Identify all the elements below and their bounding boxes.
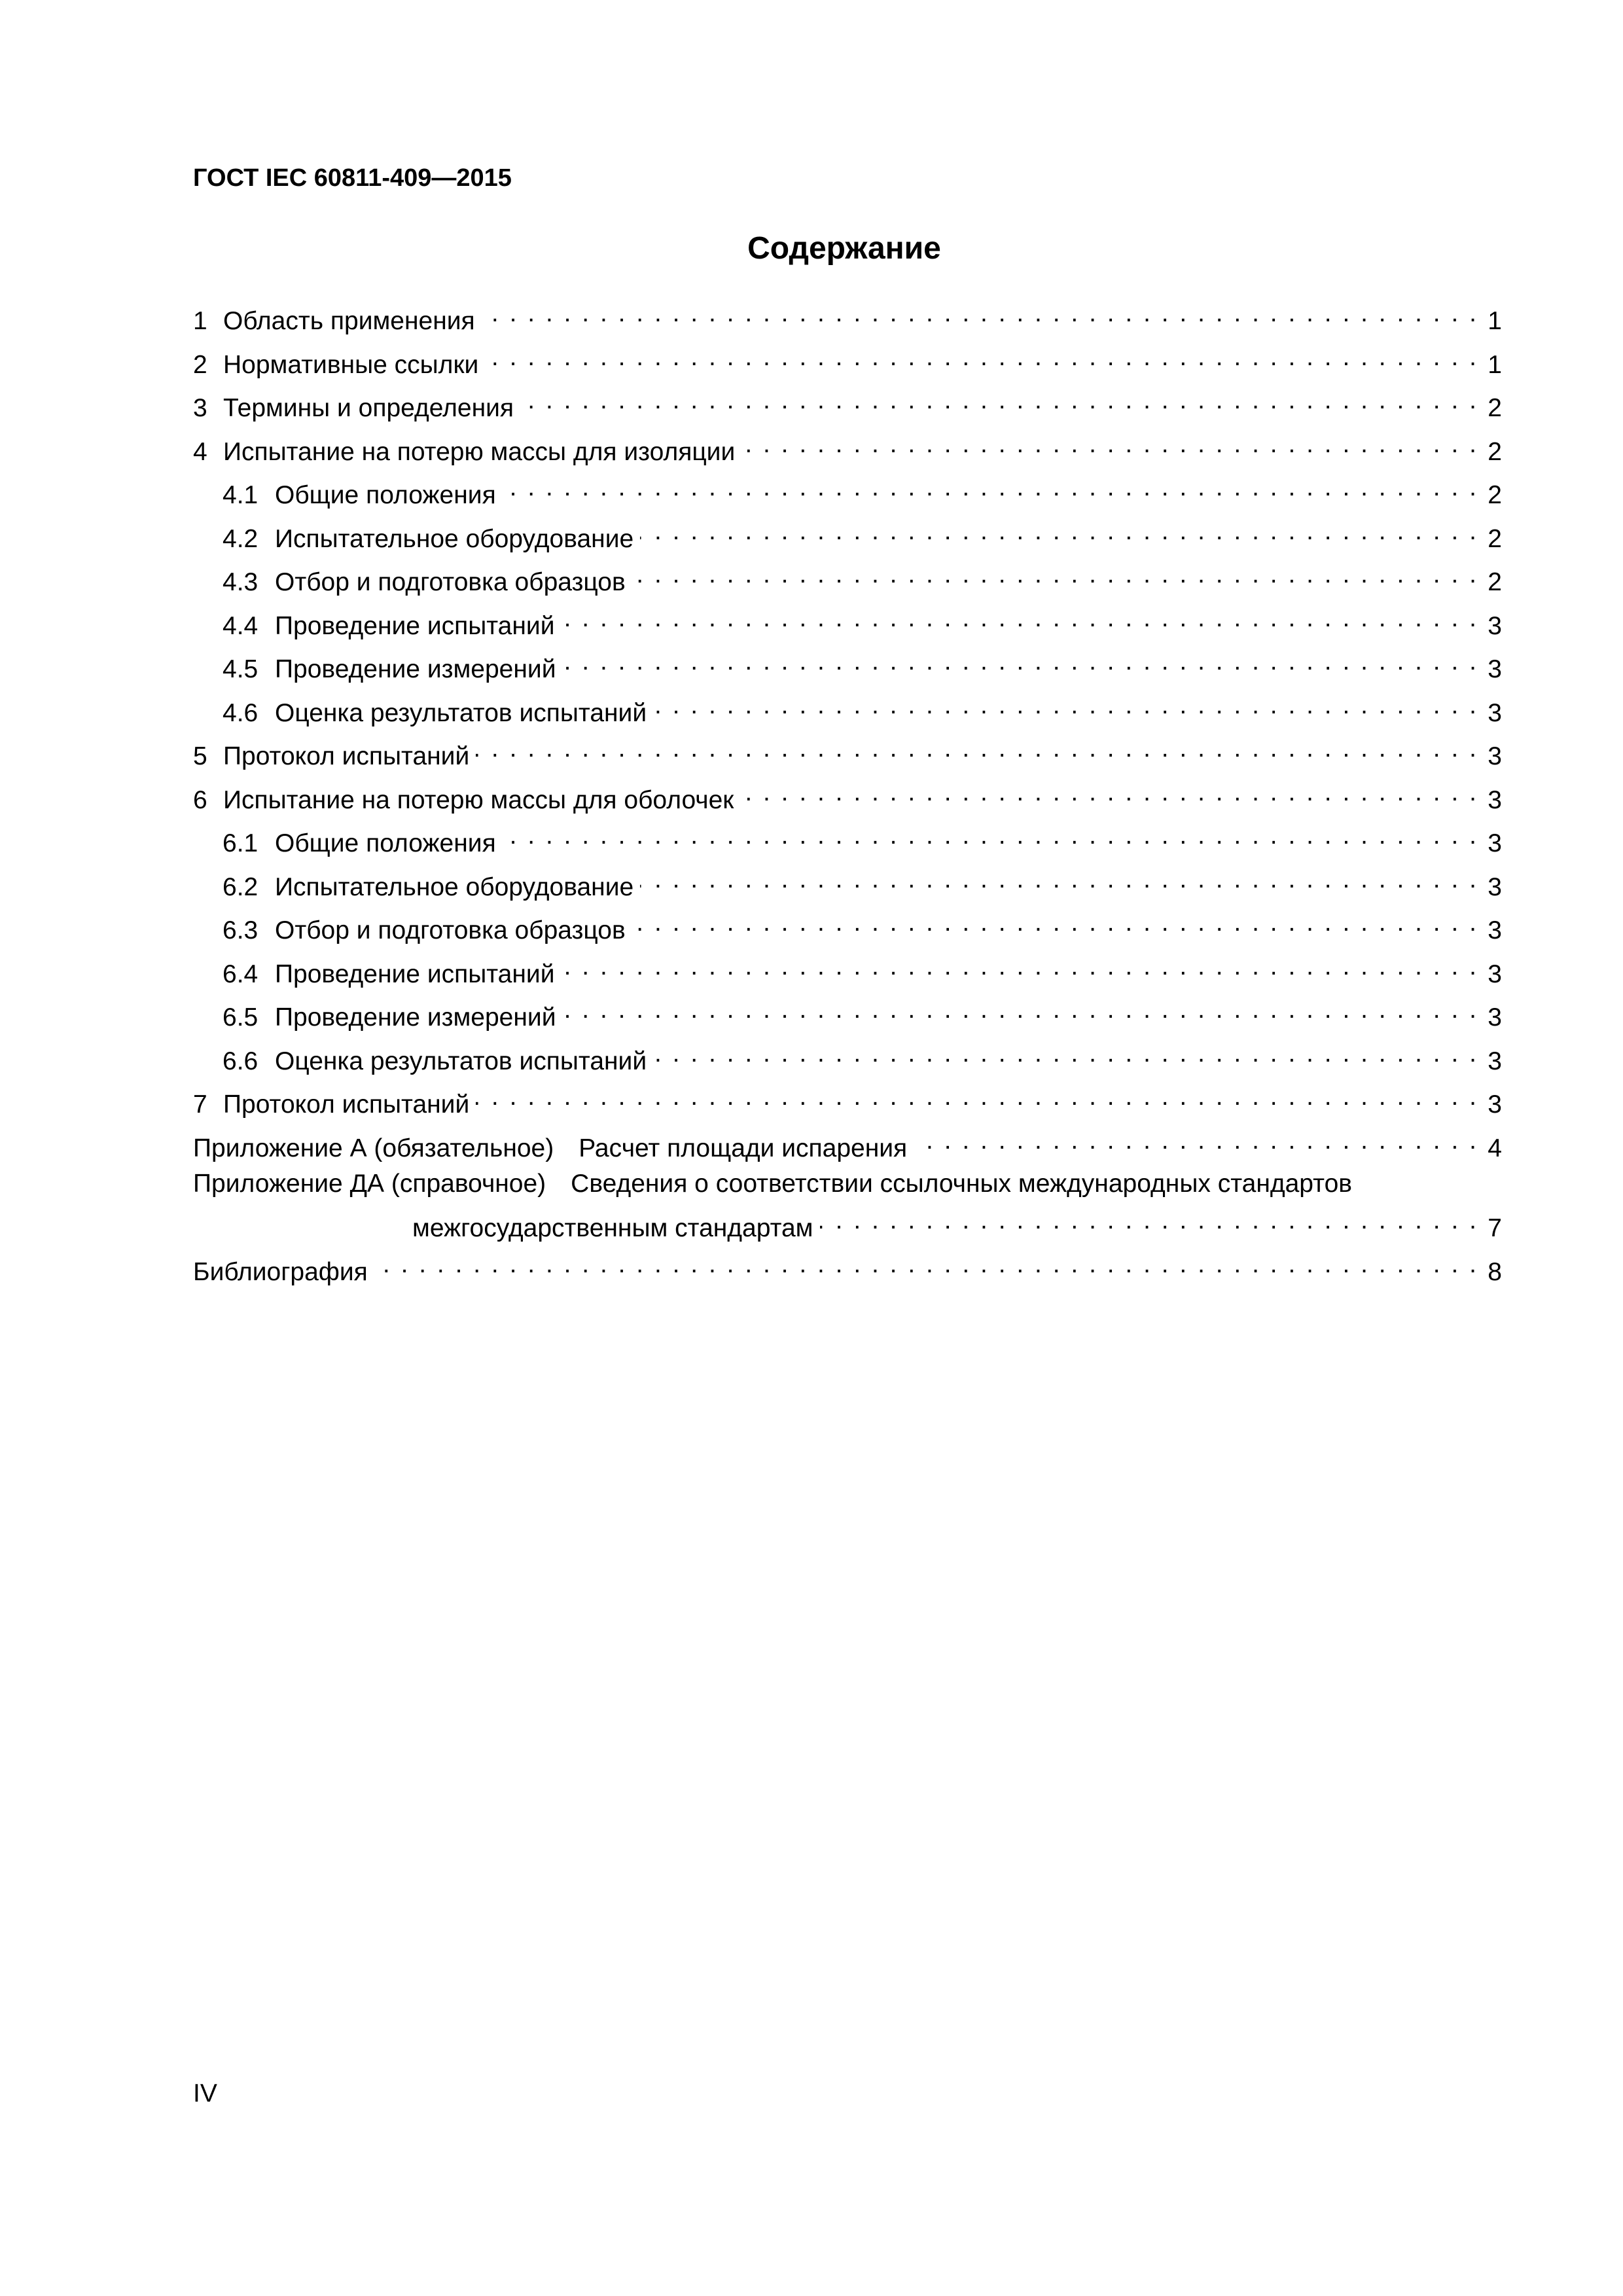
dot-leader xyxy=(632,559,1478,590)
toc-entry-number: 6 xyxy=(193,785,207,814)
annex-da-title-line2: межгосударственным стандартам xyxy=(412,1214,813,1242)
toc-entry-page: 3 xyxy=(1488,1047,1502,1075)
table-of-contents xyxy=(193,298,1502,1292)
toc-entry-number: 6.1 xyxy=(223,829,259,857)
dot-leader xyxy=(476,733,1478,764)
toc-entry-7[interactable] xyxy=(193,1081,1502,1125)
toc-entry-6-6[interactable] xyxy=(193,1038,1502,1082)
toc-title: Содержание xyxy=(747,231,941,266)
annex-da-prefix: Приложение ДА (справочное) xyxy=(193,1170,546,1198)
toc-entry-page: 2 xyxy=(1488,437,1502,466)
toc-entry-page: 3 xyxy=(1488,960,1502,988)
bibliography-label: Библиография xyxy=(193,1257,368,1286)
toc-entry-4-3[interactable] xyxy=(193,559,1502,603)
toc-entry-label: Протокол испытаний xyxy=(223,742,470,770)
toc-entry-page: 3 xyxy=(1488,742,1502,770)
toc-entry-number: 4.4 xyxy=(223,611,259,640)
toc-entry-2[interactable] xyxy=(193,342,1502,386)
toc-entry-number: 6.5 xyxy=(223,1003,259,1031)
dot-leader xyxy=(503,472,1478,503)
toc-entry-number: 3 xyxy=(193,394,207,422)
toc-entry-number: 4 xyxy=(193,437,207,466)
toc-entry-bibliography[interactable] xyxy=(193,1249,1502,1293)
annex-da-title-line1: Сведения о соответствии ссылочных международных стандартов xyxy=(571,1170,1352,1198)
toc-entry-label: Проведение испытаний xyxy=(275,960,555,988)
dot-leader xyxy=(482,298,1478,329)
dot-leader xyxy=(476,1081,1478,1113)
toc-entry-label: Нормативные ссылки xyxy=(223,350,479,379)
toc-entry-page: 3 xyxy=(1488,829,1502,857)
toc-entry-number: 5 xyxy=(193,742,207,770)
toc-entry-number: 6.2 xyxy=(223,872,259,901)
toc-entry-page: 3 xyxy=(1488,611,1502,640)
dot-leader xyxy=(653,690,1478,721)
toc-entry-page: 3 xyxy=(1488,916,1502,944)
dot-leader xyxy=(640,864,1478,895)
toc-entry-number: 4.5 xyxy=(223,655,259,683)
toc-entry-number: 4.3 xyxy=(223,568,259,596)
toc-entry-number: 2 xyxy=(193,350,207,379)
dot-leader xyxy=(520,385,1478,416)
toc-entry-number: 6.3 xyxy=(223,916,259,944)
toc-entry-page: 1 xyxy=(1488,307,1502,335)
dot-leader xyxy=(485,342,1478,373)
toc-entry-page: 2 xyxy=(1488,394,1502,422)
toc-entry-number: 4.6 xyxy=(223,698,259,727)
toc-entry-number: 6.4 xyxy=(223,960,259,988)
toc-entry-number: 1 xyxy=(193,307,207,335)
toc-entry-label: Отбор и подготовка образцов xyxy=(275,568,626,596)
dot-leader xyxy=(562,994,1478,1026)
toc-entry-label: Отбор и подготовка образцов xyxy=(275,916,626,944)
dot-leader xyxy=(741,429,1478,460)
toc-entry-6-3[interactable] xyxy=(193,907,1502,951)
toc-entry-6-5[interactable] xyxy=(193,994,1502,1038)
toc-entry-annex-da[interactable] xyxy=(193,1168,1502,1205)
toc-entry-number: 4.1 xyxy=(223,481,259,509)
toc-entry-number: 4.2 xyxy=(223,524,259,553)
toc-entry-page: 2 xyxy=(1488,524,1502,553)
toc-entry-label: Оценка результатов испытаний xyxy=(275,698,647,727)
toc-entry-page: 4 xyxy=(1488,1134,1502,1162)
toc-entry-4-2[interactable] xyxy=(193,516,1502,560)
toc-entry-label: Испытание на потерю массы для оболочек xyxy=(223,785,734,814)
toc-entry-label: Проведение измерений xyxy=(275,1003,556,1031)
toc-entry-4-1[interactable] xyxy=(193,472,1502,516)
toc-entry-4-4[interactable] xyxy=(193,603,1502,647)
toc-entry-label: Общие положения xyxy=(275,481,496,509)
toc-entry-label: Испытание на потерю массы для изоляции xyxy=(223,437,736,466)
toc-entry-6-1[interactable] xyxy=(193,820,1502,864)
toc-entry-6[interactable] xyxy=(193,777,1502,821)
toc-entry-page: 3 xyxy=(1488,698,1502,727)
toc-entry-4[interactable] xyxy=(193,429,1502,473)
toc-entry-page: 3 xyxy=(1488,1090,1502,1119)
dot-leader xyxy=(503,820,1478,852)
toc-entry-annex-a[interactable] xyxy=(193,1125,1502,1169)
toc-entry-label: Испытательное оборудование xyxy=(275,524,634,553)
toc-entry-6-4[interactable] xyxy=(193,951,1502,995)
annex-a-prefix: Приложение А (обязательное) xyxy=(193,1134,554,1162)
toc-entry-number: 6.6 xyxy=(223,1047,259,1075)
toc-entry-1[interactable] xyxy=(193,298,1502,342)
toc-entry-label: Испытательное оборудование xyxy=(275,872,634,901)
page-folio: IV xyxy=(193,2079,217,2108)
toc-entry-page: 2 xyxy=(1488,568,1502,596)
toc-entry-label: Общие положения xyxy=(275,829,496,857)
toc-entry-4-5[interactable] xyxy=(193,646,1502,690)
toc-entry-3[interactable] xyxy=(193,385,1502,429)
toc-entry-4-6[interactable] xyxy=(193,690,1502,734)
toc-entry-page: 3 xyxy=(1488,655,1502,683)
dot-leader xyxy=(561,951,1478,982)
dot-leader xyxy=(914,1125,1478,1157)
toc-entry-annex-da-continuation[interactable] xyxy=(193,1205,1502,1249)
toc-entry-page: 3 xyxy=(1488,872,1502,901)
toc-entry-page: 8 xyxy=(1488,1257,1502,1286)
toc-entry-label: Проведение измерений xyxy=(275,655,556,683)
dot-leader xyxy=(374,1249,1478,1280)
toc-entry-label: Оценка результатов испытаний xyxy=(275,1047,647,1075)
dot-leader xyxy=(562,646,1478,677)
dot-leader xyxy=(632,907,1478,939)
toc-entry-label: Термины и определения xyxy=(223,394,514,422)
dot-leader xyxy=(561,603,1478,634)
annex-a-title: Расчет площади испарения xyxy=(579,1134,908,1162)
dot-leader xyxy=(820,1205,1479,1236)
toc-entry-label: Проведение испытаний xyxy=(275,611,555,640)
dot-leader xyxy=(640,516,1478,547)
dot-leader xyxy=(740,777,1478,808)
toc-entry-page: 7 xyxy=(1488,1214,1502,1242)
toc-entry-number: 7 xyxy=(193,1090,207,1119)
toc-entry-6-2[interactable] xyxy=(193,864,1502,908)
toc-entry-page: 3 xyxy=(1488,1003,1502,1031)
dot-leader xyxy=(653,1038,1478,1069)
toc-entry-page: 3 xyxy=(1488,785,1502,814)
toc-entry-label: Протокол испытаний xyxy=(223,1090,470,1119)
toc-entry-page: 2 xyxy=(1488,481,1502,509)
toc-entry-label: Область применения xyxy=(223,307,475,335)
document-header: ГОСТ IEC 60811-409—2015 xyxy=(193,164,512,192)
toc-entry-page: 1 xyxy=(1488,350,1502,379)
toc-entry-5[interactable] xyxy=(193,733,1502,777)
